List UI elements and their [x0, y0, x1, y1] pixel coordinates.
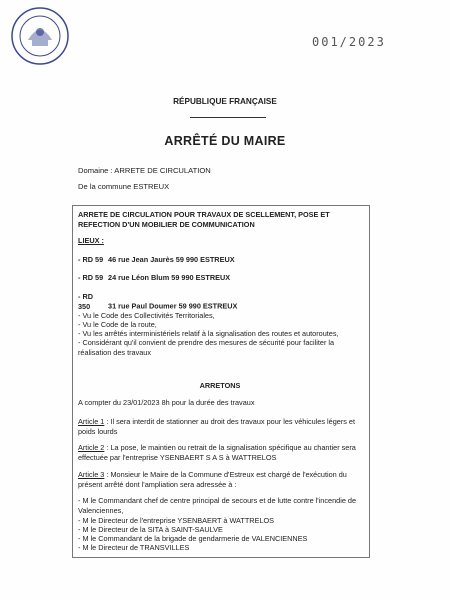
arretons-heading: ARRETONS [199, 381, 241, 390]
article-text: : Monsieur le Maire de la Commune d'Estreux est chargé de l'exécution du présent arrêté dont l'ampliation sera adressée à : [78, 470, 347, 489]
article-label: Article 3 [78, 470, 105, 479]
visa-item: - Vu les arrêtés interministériels relatif à la signalisation des routes et autoroutes, [78, 329, 339, 338]
recipient-item: - M le Directeur de l'entreprise YSENBAERT à WATTRELOS [78, 516, 275, 525]
decree-heading: ARRETE DE CIRCULATION POUR TRAVAUX DE SCELLEMENT, POSE ET REFECTION D'UN MOBILIER DE COMMUNICATION [78, 210, 330, 229]
article-3 [78, 470, 362, 489]
article-text: : La pose, le maintien ou retrait de la signalisation spécifique au chantier sera effectuée par l'entreprise YSENBAERT S A S à WATTRELOS [78, 443, 356, 462]
article-label: Article 1 [78, 417, 105, 426]
road-label: - RD 59 [78, 255, 104, 264]
document-number: 001/2023 [312, 35, 386, 49]
title-divider [190, 117, 266, 118]
recipient-item: - M le Commandant de la brigade de gendarmerie de VALENCIENNES [78, 534, 308, 543]
visa-item: - Vu le Code de la route, [78, 320, 157, 329]
recipient-item: - M le Directeur de TRANSVILLES [78, 543, 190, 552]
address-item [78, 255, 362, 265]
road-label: - RD 350 [78, 292, 93, 311]
visa-item: - Considérant qu'il convient de prendre des mesures de sécurité pour faciliter la réalisation des travaux [78, 338, 335, 357]
recipient-item: - M le Commandant chef de centre principal de secours et de lutte contre l'incendie de Valenciennes, [78, 496, 357, 515]
date-line: A compter du 23/01/2023 8h pour la durée des travaux [78, 398, 255, 407]
article-1 [78, 417, 362, 436]
address-item [78, 273, 362, 283]
address-item [78, 292, 362, 311]
article-text: : Il sera interdit de stationner au droit des travaux pour les véhicules légers et poids lourds [78, 417, 356, 436]
domain-line: Domaine : ARRETE DE CIRCULATION [78, 166, 211, 175]
address-text: 46 rue Jean Jaurès 59 990 ESTREUX [108, 255, 235, 264]
article-2 [78, 443, 362, 462]
municipal-seal-icon [10, 6, 70, 66]
commune-line: De la commune ESTREUX [78, 182, 170, 191]
visa-item: - Vu le Code des Collectivités Territoriales, [78, 311, 215, 320]
page-title: ARRÊTÉ DU MAIRE [164, 134, 286, 148]
address-text: 31 rue Paul Doumer 59 990 ESTREUX [108, 301, 238, 311]
road-label: - RD 59 [78, 273, 104, 282]
recipient-item: - M le Directeur de la SITA à SAINT-SAULVE [78, 525, 223, 534]
republic-heading: RÉPUBLIQUE FRANÇAISE [173, 97, 277, 106]
address-text: 24 rue Léon Blum 59 990 ESTREUX [108, 273, 231, 282]
article-label: Article 2 [78, 443, 105, 452]
lieux-label: LIEUX : [78, 236, 104, 245]
